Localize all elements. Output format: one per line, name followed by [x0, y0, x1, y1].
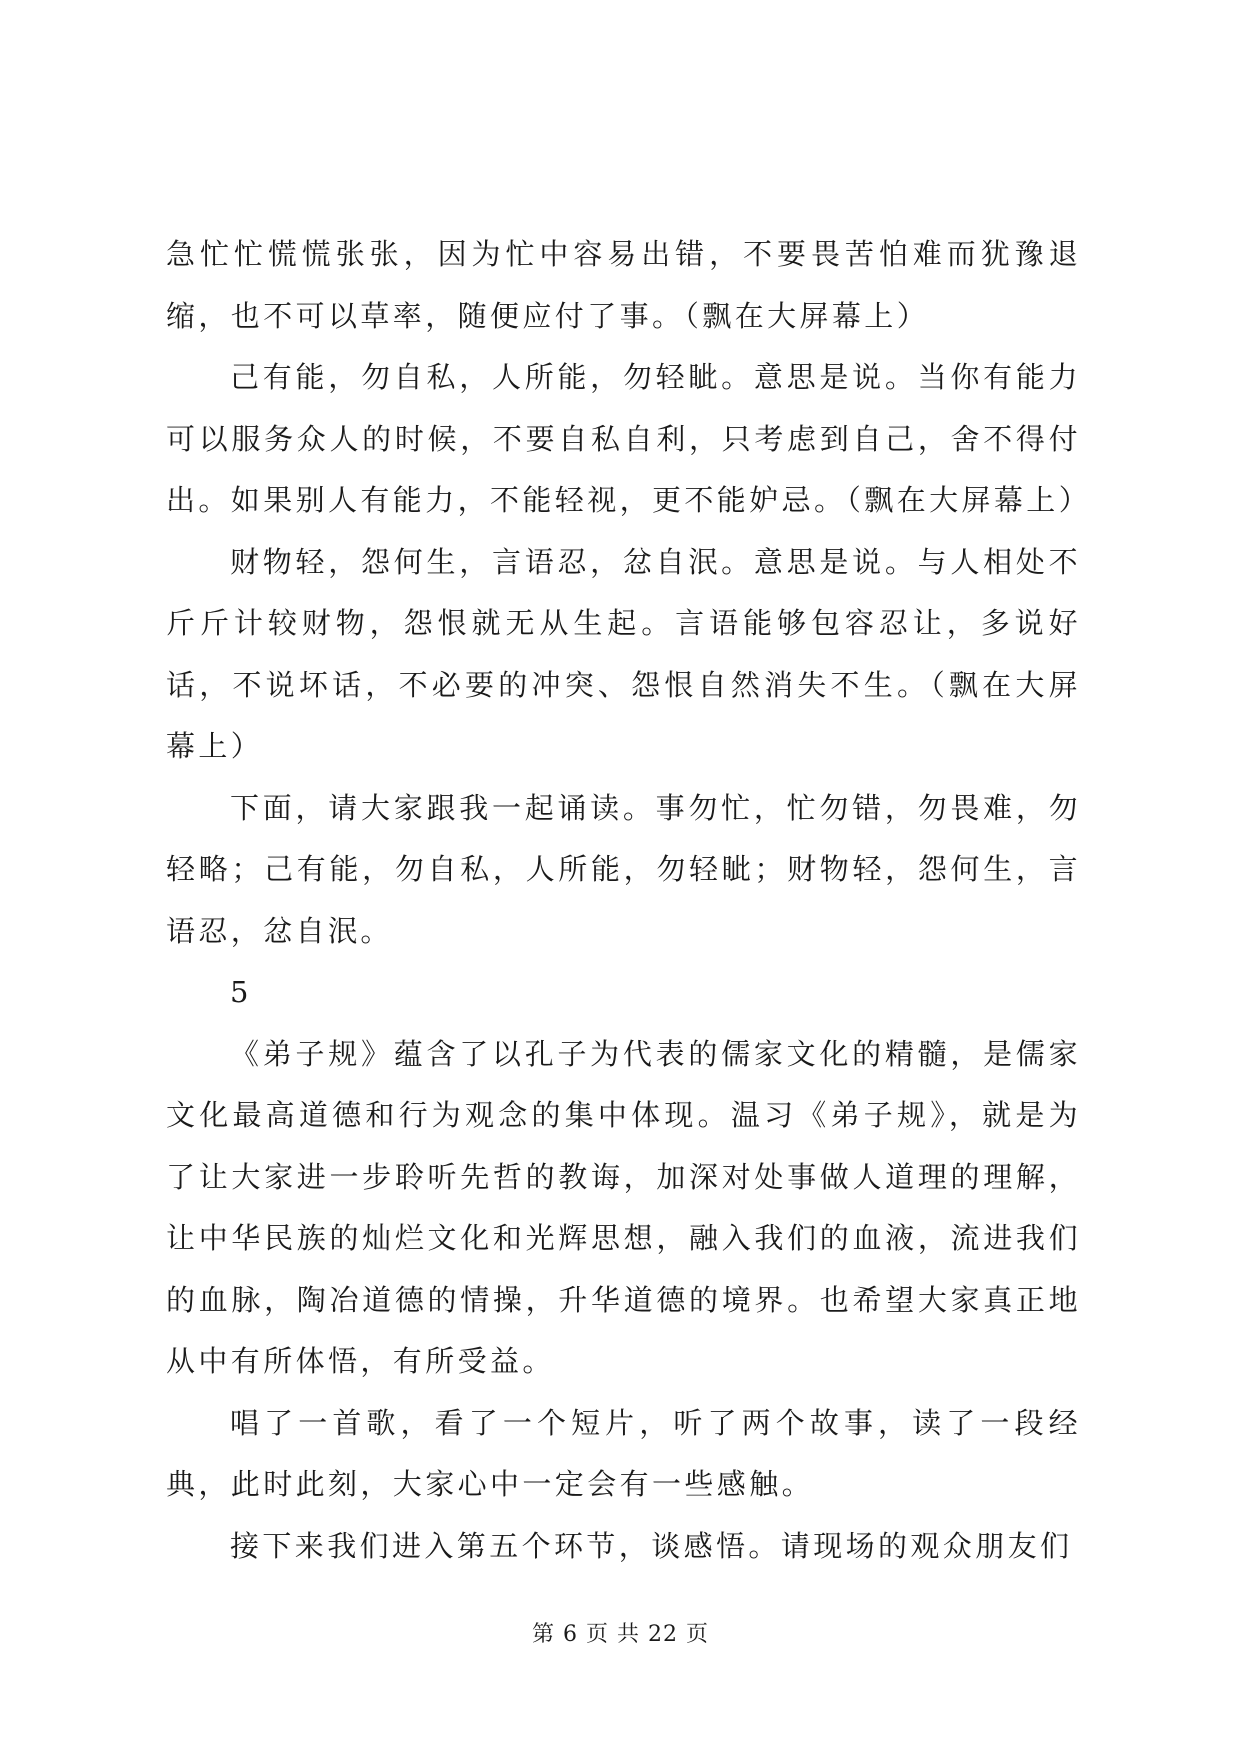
- paragraph-4: 下面，请大家跟我一起诵读。事勿忙，忙勿错，勿畏难，勿轻略；己有能，勿自私，人所能，勿轻眦；财物轻，怨何生，言语忍，忿自泯。: [166, 790, 1081, 948]
- paragraph-3: 财物轻，怨何生，言语忍，忿自泯。意思是说。与人相处不斤斤计较财物，怨恨就无从生起。言语能够包容忍让，多说好话，不说坏话，不必要的冲突、怨恨自然消失不生。（飘在大屏幕上）: [166, 544, 1081, 763]
- paragraph-1: 急忙忙慌慌张张，因为忙中容易出错，不要畏苦怕难而犹豫退缩，也不可以草率，随便应付了事。（飘在大屏幕上）: [166, 237, 1081, 333]
- section-number: 5: [230, 975, 252, 1009]
- paragraph-2: 己有能，勿自私，人所能，勿轻眦。意思是说。当你有能力可以服务众人的时候，不要自私自利，只考虑到自己，舍不得付出。如果别人有能力，不能轻视，更不能妒忌。（飘在大屏幕上）: [166, 360, 1092, 517]
- paragraph-6: 《弟子规》蕴含了以孔子为代表的儒家文化的精髓，是儒家文化最高道德和行为观念的集中体现。温习《弟子规》，就是为了让大家进一步聆听先哲的教诲，加深对处事做人道理的理解，让中华民族的灿烂文化和光辉思想，融入我们的血液，流进我们的血脉，陶冶道德的情操，升华道德的境界。也希望大家真正地从中有所体悟，有所受益。: [166, 1036, 1081, 1378]
- paragraph-7: 唱了一首歌，看了一个短片，听了两个故事，读了一段经典，此时此刻，大家心中一定会有一些感触。: [166, 1405, 1081, 1501]
- paragraph-8: 接下来我们进入第五个环节，谈感悟。请现场的观众朋友们: [230, 1528, 1073, 1563]
- page-footer: 第 6 页 共 22 页: [532, 1622, 709, 1647]
- document-body: [166, 224, 1092, 1577]
